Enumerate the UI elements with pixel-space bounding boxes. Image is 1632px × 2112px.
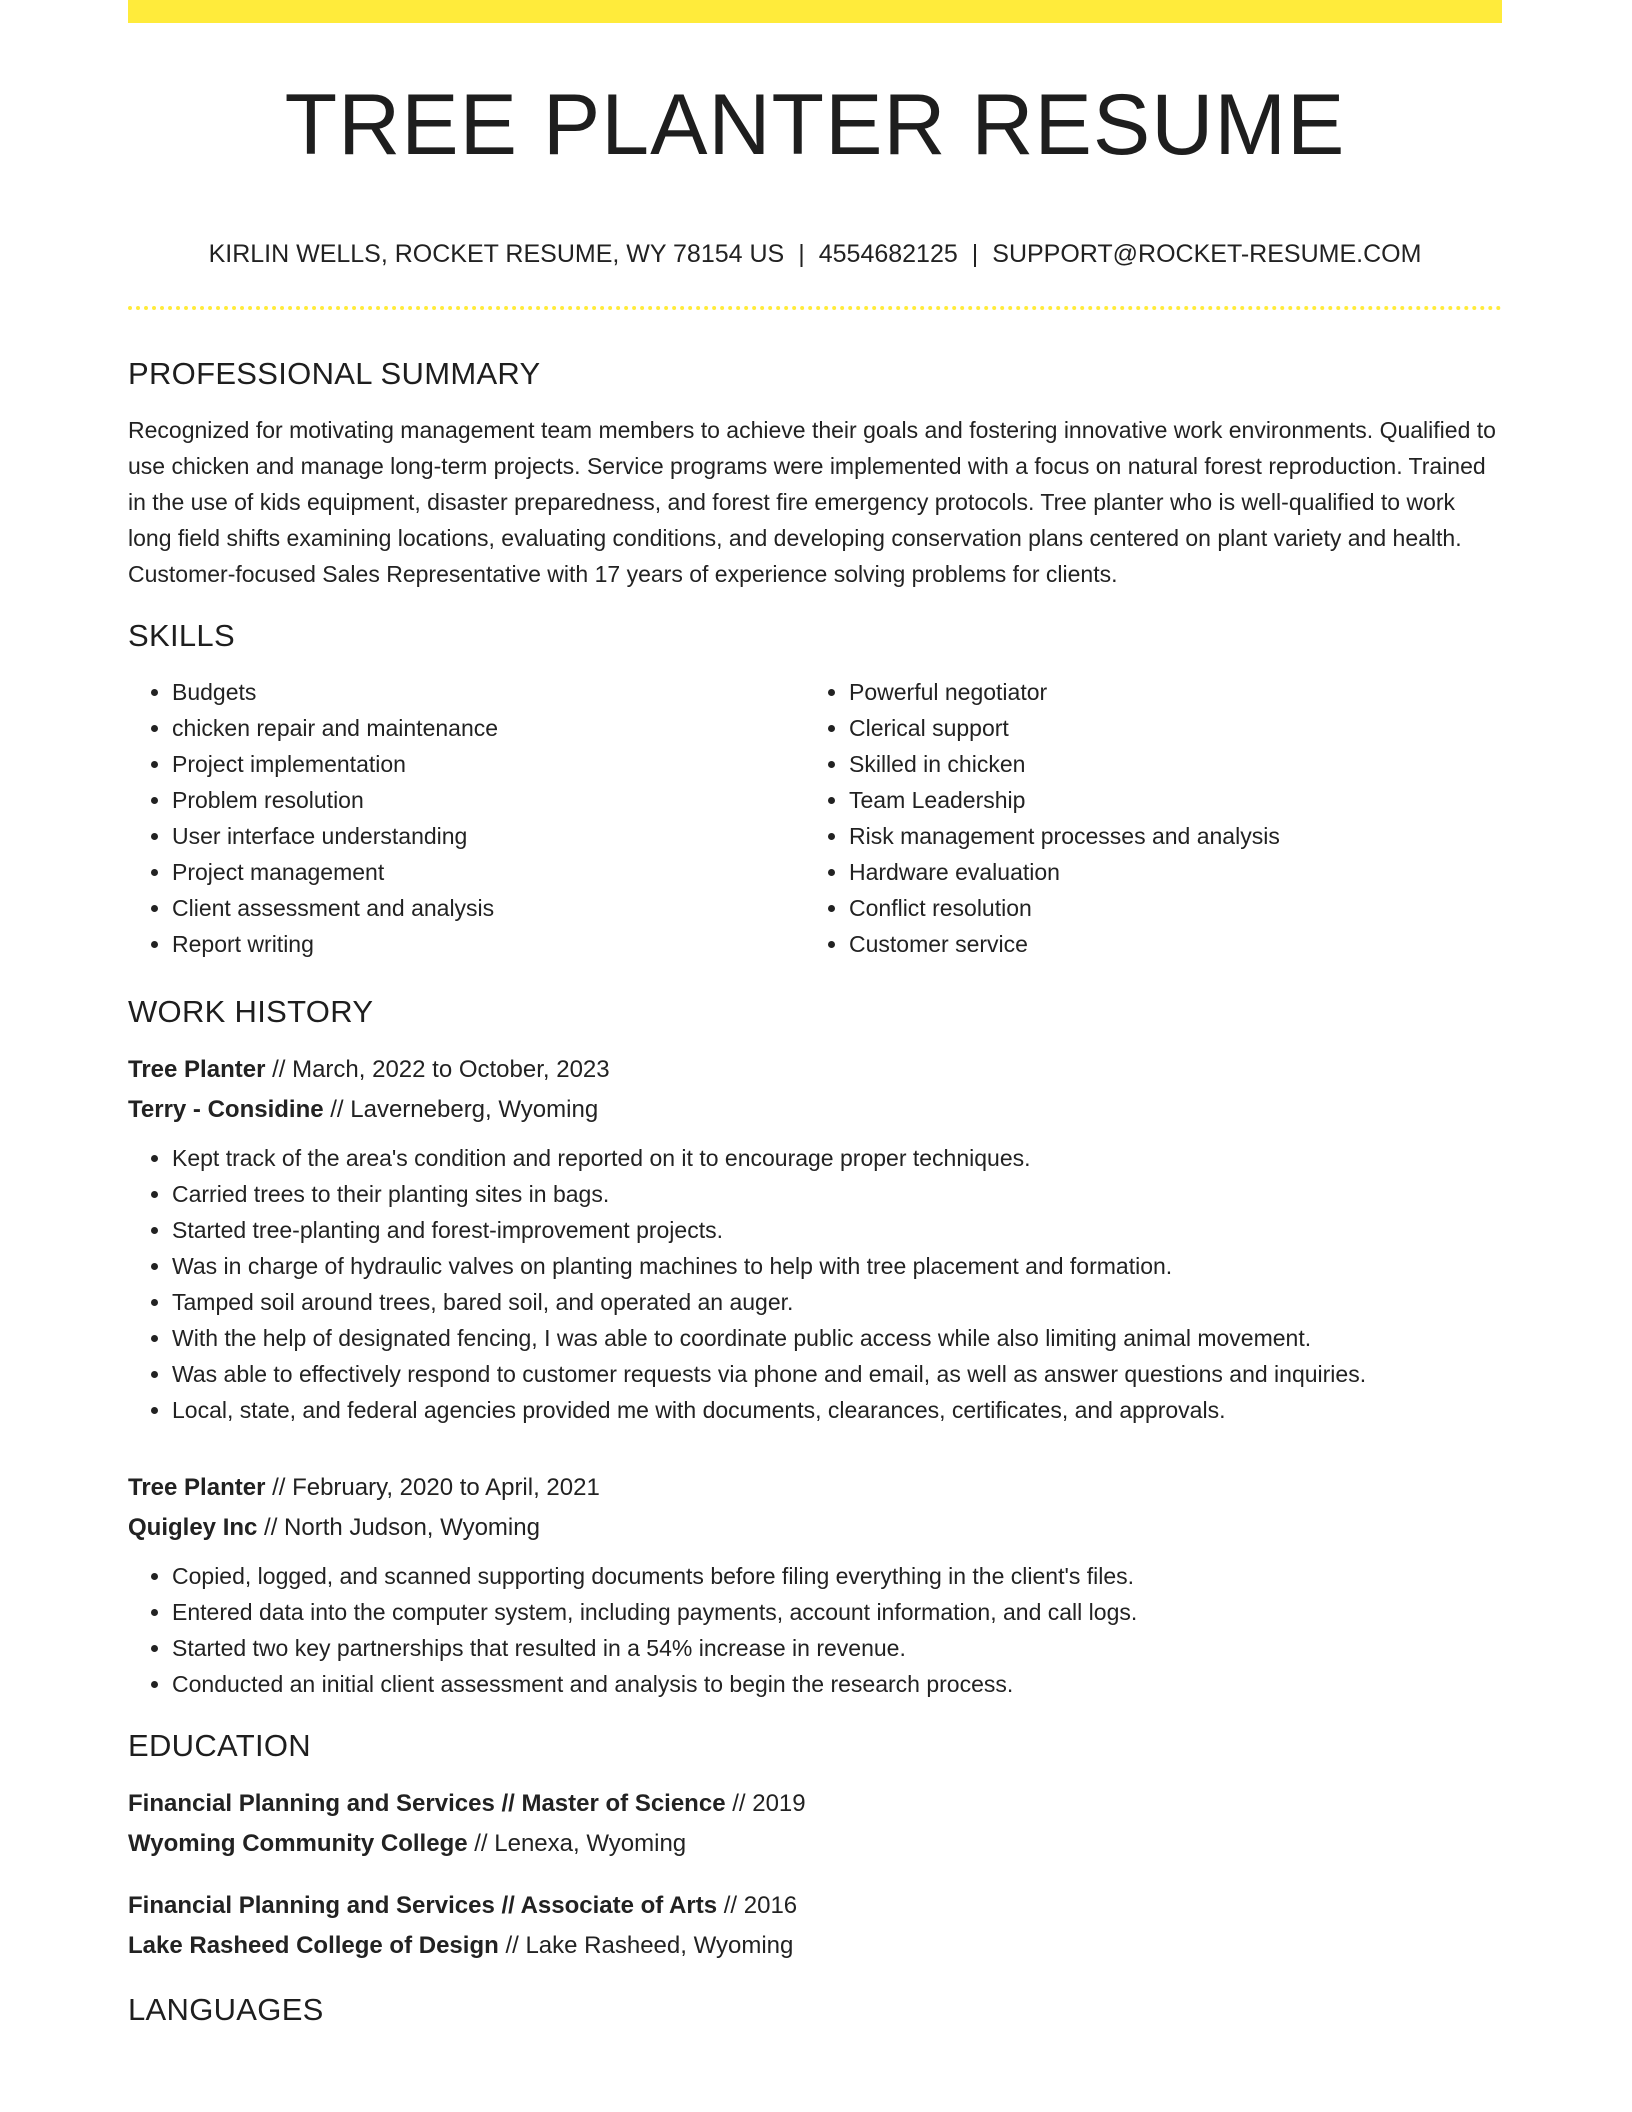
- education-location: // Lenexa, Wyoming: [467, 1830, 687, 1857]
- summary-section: [128, 354, 1502, 592]
- job-bullets: [128, 1558, 1502, 1702]
- skill-item: • Budgets: [172, 674, 805, 710]
- skill-item: • Customer service: [849, 926, 1482, 962]
- skill-item: • Report writing: [172, 926, 805, 962]
- skills-heading: SKILLS: [128, 618, 235, 653]
- education-degree: Financial Planning and Services // Master of Science: [128, 1790, 726, 1817]
- resume-content: [128, 354, 1502, 2048]
- job-title-line: [128, 1468, 1502, 1508]
- job-company-line: [128, 1090, 1502, 1130]
- education-school-line: [128, 1824, 1502, 1864]
- education-year: // 2016: [717, 1892, 798, 1919]
- education-school: Wyoming Community College: [128, 1830, 468, 1857]
- skills-left-list: [128, 674, 805, 962]
- job-title-line: [128, 1050, 1502, 1090]
- contact-email: SUPPORT@ROCKET-RESUME.COM: [992, 240, 1422, 268]
- job-company-line: [128, 1508, 1502, 1548]
- summary-heading: PROFESSIONAL SUMMARY: [128, 356, 541, 391]
- job-entry: [128, 1050, 1502, 1428]
- job-location: // Laverneberg, Wyoming: [323, 1096, 599, 1123]
- work-history-heading: WORK HISTORY: [128, 994, 374, 1029]
- contact-line: [128, 236, 1502, 272]
- top-accent-bar: [128, 0, 1502, 23]
- job-dates: // February, 2020 to April, 2021: [265, 1474, 600, 1501]
- education-entry: [128, 1784, 1502, 1864]
- summary-text: Recognized for motivating management team members to achieve their goals and fostering innovative work environments. Qualified to use chicken and manage long-term projects. Service programs were implemented with a focus on natural forest reproduction. Trained in the use of kids equipment, disaster preparedness, and forest fire emergency protocols. Tree planter who is well-qualified to work long field shifts examining locations, evaluating conditions, and developing conservation plans centered on plant variety and health. Customer-focused Sales Representative with 17 years of experience solving problems for clients.: [128, 417, 1496, 587]
- skill-item: • Powerful negotiator: [849, 674, 1482, 710]
- education-degree: Financial Planning and Services // Associate of Arts: [128, 1892, 718, 1919]
- skill-item: • Project management: [172, 854, 805, 890]
- job-bullet: • Was in charge of hydraulic valves on planting machines to help with tree placement and formation.: [172, 1248, 1502, 1284]
- skills-section: [128, 616, 1502, 962]
- contact-address: KIRLIN WELLS, ROCKET RESUME, WY 78154 US: [208, 240, 785, 268]
- education-heading: EDUCATION: [128, 1728, 311, 1763]
- job-company: Quigley Inc: [128, 1514, 258, 1541]
- dotted-divider: [128, 306, 1502, 310]
- languages-section: [128, 1990, 1502, 2030]
- job-location: // North Judson, Wyoming: [257, 1514, 540, 1541]
- work-history-section: [128, 992, 1502, 1702]
- education-section: [128, 1726, 1502, 1966]
- skill-item: • Clerical support: [849, 710, 1482, 746]
- skill-item: • Conflict resolution: [849, 890, 1482, 926]
- education-location: // Lake Rasheed, Wyoming: [498, 1932, 794, 1959]
- education-entry: [128, 1886, 1502, 1966]
- job-company: Terry - Considine: [128, 1096, 324, 1123]
- education-degree-line: [128, 1784, 1502, 1824]
- skill-item: • User interface understanding: [172, 818, 805, 854]
- job-title: Tree Planter: [128, 1474, 266, 1501]
- job-bullet: • Local, state, and federal agencies provided me with documents, clearances, certificates, and approvals.: [172, 1392, 1502, 1428]
- job-title: Tree Planter: [128, 1056, 266, 1083]
- job-bullet: • Carried trees to their planting sites in bags.: [172, 1176, 1502, 1212]
- skill-item: • Risk management processes and analysis: [849, 818, 1482, 854]
- education-degree-line: [128, 1886, 1502, 1926]
- job-bullet: • Kept track of the area's condition and reported on it to encourage proper techniques.: [172, 1140, 1502, 1176]
- skill-item: • Team Leadership: [849, 782, 1482, 818]
- job-bullet: • Entered data into the computer system, including payments, account information, and call logs.: [172, 1594, 1502, 1630]
- skill-item: • Problem resolution: [172, 782, 805, 818]
- languages-heading: LANGUAGES: [128, 1992, 324, 2027]
- education-year: // 2019: [725, 1790, 806, 1817]
- job-bullet: • Was able to effectively respond to customer requests via phone and email, as well as answer questions and inquiries.: [172, 1356, 1502, 1392]
- contact-separator: |: [971, 240, 979, 268]
- job-bullet: • Started two key partnerships that resulted in a 54% increase in revenue.: [172, 1630, 1502, 1666]
- job-bullet: • Tamped soil around trees, bared soil, and operated an auger.: [172, 1284, 1502, 1320]
- job-bullet: • Copied, logged, and scanned supporting documents before filing everything in the client's files.: [172, 1558, 1502, 1594]
- skill-item: • chicken repair and maintenance: [172, 710, 805, 746]
- job-bullet: • Conducted an initial client assessment and analysis to begin the research process.: [172, 1666, 1502, 1702]
- skill-item: • Project implementation: [172, 746, 805, 782]
- contact-phone: 4554682125: [818, 240, 958, 268]
- job-dates: // March, 2022 to October, 2023: [265, 1056, 610, 1083]
- job-bullet: • Started tree-planting and forest-improvement projects.: [172, 1212, 1502, 1248]
- skills-right-list: [805, 674, 1482, 962]
- skill-item: • Client assessment and analysis: [172, 890, 805, 926]
- resume-title: TREE PLANTER RESUME: [284, 77, 1346, 173]
- skill-item: • Skilled in chicken: [849, 746, 1482, 782]
- job-entry: [128, 1468, 1502, 1702]
- skills-columns: [128, 674, 1502, 962]
- education-school-line: [128, 1926, 1502, 1966]
- job-bullets: [128, 1140, 1502, 1428]
- job-bullet: • With the help of designated fencing, I was able to coordinate public access while also limiting animal movement.: [172, 1320, 1502, 1356]
- contact-separator: |: [798, 240, 805, 268]
- education-school: Lake Rasheed College of Design: [128, 1932, 499, 1959]
- skill-item: • Hardware evaluation: [849, 854, 1482, 890]
